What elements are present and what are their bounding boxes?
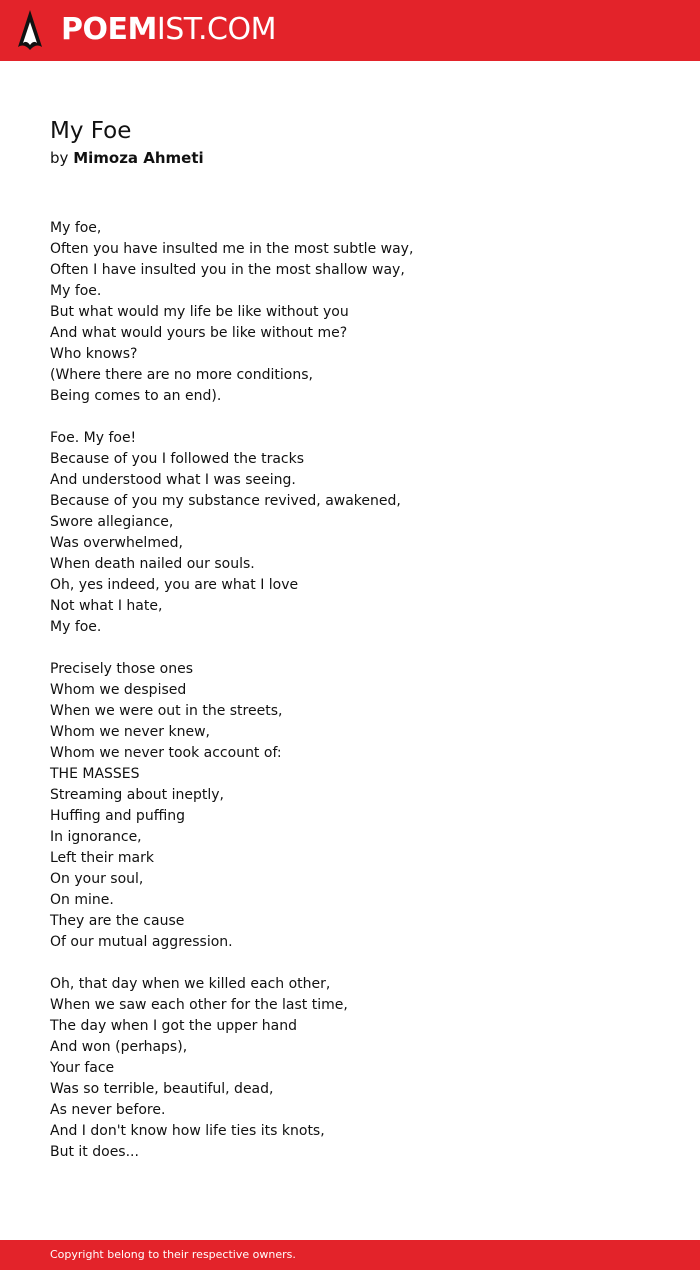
poem-line: When we saw each other for the last time, (50, 997, 348, 1013)
poem-line: But what would my life be like without you (50, 304, 349, 320)
poem-line: The day when I got the upper hand (50, 1018, 298, 1034)
poem-line: And understood what I was seeing. (50, 472, 296, 488)
poem-line: Because of you I followed the tracks (50, 451, 305, 467)
poem-line: They are the cause (50, 913, 185, 929)
poem-article (50, 115, 650, 1184)
poem-line: Precisely those ones (50, 661, 194, 677)
pencil-icon (17, 9, 43, 51)
poem-line: Whom we despised (50, 682, 187, 698)
poem-line: Oh, that day when we killed each other, (50, 976, 331, 992)
site-logo[interactable] (17, 9, 276, 51)
poem-stanza (50, 659, 650, 953)
poem-line: Being comes to an end). (50, 388, 222, 404)
poem-line: When death nailed our souls. (50, 556, 255, 572)
site-footer (0, 1240, 700, 1270)
poem-line: Was overwhelmed, (50, 535, 183, 551)
poem-line: My foe, (50, 220, 102, 236)
poem-line: Swore allegiance, (50, 514, 174, 530)
poem-line: Whom we never knew, (50, 724, 210, 740)
logo-wordmark-light: IST.COM (156, 12, 276, 47)
byline-label: by (50, 149, 69, 167)
poem-line: Who knows? (50, 346, 138, 362)
poem-stanza (50, 974, 650, 1163)
site-header (0, 0, 700, 61)
poem-line: Huffing and puffing (50, 808, 185, 824)
poem-line: Was so terrible, beautiful, dead, (50, 1081, 274, 1097)
poem-line: Left their mark (50, 850, 154, 866)
poem-line: Often I have insulted you in the most shallow way, (50, 262, 405, 278)
poem-line: (Where there are no more conditions, (50, 367, 313, 383)
poem-line: Often you have insulted me in the most subtle way, (50, 241, 414, 257)
poem-line: In ignorance, (50, 829, 142, 845)
poem-line: Of our mutual aggression. (50, 934, 233, 950)
poem-line: Your face (50, 1060, 115, 1076)
byline (50, 147, 650, 169)
poem-line: But it does... (50, 1144, 139, 1160)
poem-line: My foe. (50, 283, 102, 299)
poem-line: On your soul, (50, 871, 144, 887)
poem-line: As never before. (50, 1102, 166, 1118)
poem-line: Whom we never took account of: (50, 745, 282, 761)
poem-line: On mine. (50, 892, 114, 908)
poem-line: Not what I hate, (50, 598, 163, 614)
poem-line: THE MASSES (50, 766, 140, 782)
poem-line: Oh, yes indeed, you are what I love (50, 577, 299, 593)
poem-line: Foe. My foe! (50, 430, 137, 446)
poem-line: And what would yours be like without me? (50, 325, 348, 341)
poem-line: And I don't know how life ties its knots, (50, 1123, 325, 1139)
poem-line: My foe. (50, 619, 102, 635)
author-name[interactable]: Mimoza Ahmeti (73, 149, 204, 167)
poem-stanza (50, 428, 650, 638)
poem-stanza (50, 218, 650, 407)
poem-line: Because of you my substance revived, awakened, (50, 493, 401, 509)
poem-line: When we were out in the streets, (50, 703, 283, 719)
poem-body (50, 218, 650, 1163)
poem-line: And won (perhaps), (50, 1039, 188, 1055)
poem-title: My Foe (50, 118, 132, 144)
logo-wordmark (61, 9, 276, 51)
poem-line: Streaming about ineptly, (50, 787, 224, 803)
logo-wordmark-bold: POEM (61, 12, 157, 47)
copyright-text: Copyright belong to their respective owners. (50, 1248, 296, 1261)
